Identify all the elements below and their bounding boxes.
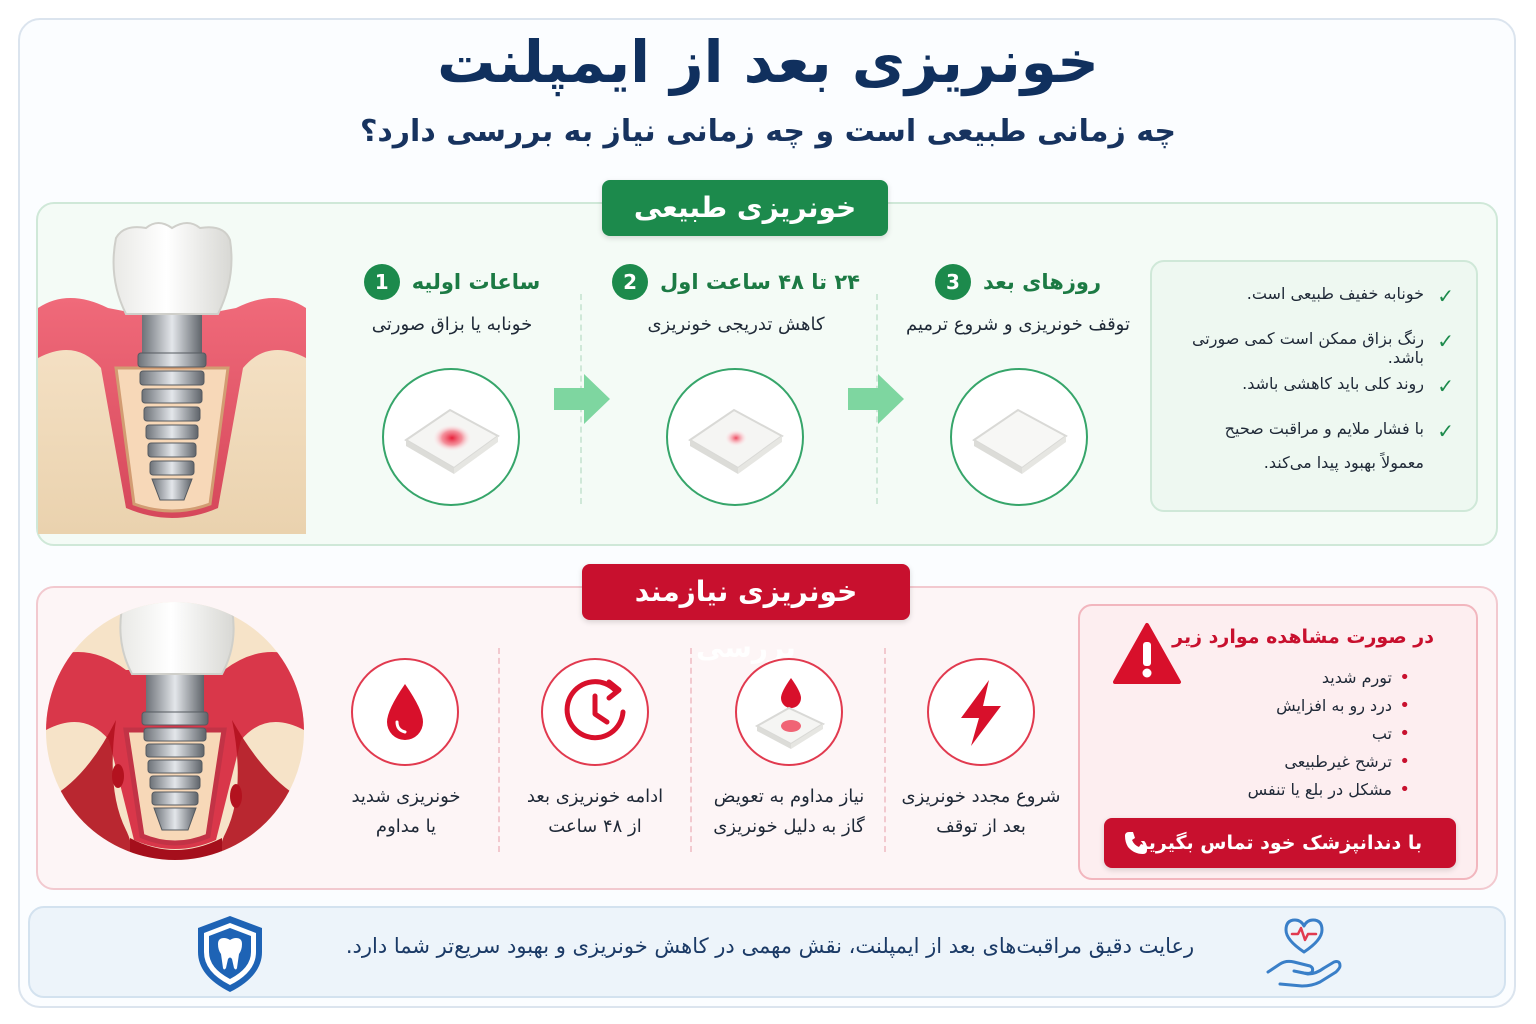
warning-item: • تورم شدید [1248, 664, 1392, 692]
step-1 [312, 262, 592, 335]
call-dentist-label: با دندانپزشک خود تماس بگیرید [1137, 832, 1423, 854]
step-1-title: ساعات اولیه [411, 270, 541, 294]
gauze-light-stain [666, 368, 804, 506]
shield-tooth-icon [194, 914, 266, 994]
blood-drop-icon [353, 660, 457, 764]
normal-bleeding-heading: خونریزی طبیعی [602, 180, 888, 236]
symptom-after-48h: ادامه خونریزی بعد از ۴۸ ساعت [526, 786, 664, 837]
warning-box [1078, 604, 1478, 880]
lightning-icon [929, 660, 1033, 764]
arrow-right-icon [554, 374, 610, 424]
symptom-divider [884, 648, 886, 852]
check-icon: ✓ [1437, 419, 1454, 443]
step-2-description: کاهش تدریجی خونریزی [647, 314, 825, 335]
symptom-icon-circle [927, 658, 1035, 766]
step-2 [596, 262, 876, 335]
step-3-description: توقف خونریزی و شروع ترمیم [906, 314, 1130, 335]
symptom-gauze-change: نیاز مداوم به تعویض گاز به دلیل خونریزی [713, 786, 865, 837]
step-3-number: 3 [935, 264, 971, 300]
check-icon: ✓ [1437, 374, 1454, 398]
gauze-icon [384, 370, 518, 504]
step-1-description: خونابه یا بزاق صورتی [371, 314, 533, 335]
warning-item: • درد رو به افزایش [1248, 692, 1392, 720]
checklist-item: ✓ رنگ بزاق ممکن است کمی صورتی باشد. [1191, 329, 1454, 367]
symptom-divider [690, 648, 692, 852]
implant-illustration [38, 218, 306, 534]
footer-text: رعایت دقیق مراقبت‌های بعد از ایمپلنت، نقش مهمی در کاهش خونریزی و بهبود سریع‌تر شما دارد. [345, 934, 1195, 958]
clock-icon [543, 660, 647, 764]
warning-list [1248, 664, 1392, 804]
page-subtitle: چه زمانی طبیعی است و چه زمانی نیاز به بررسی دارد؟ [359, 114, 1177, 149]
symptom-icon-circle [351, 658, 459, 766]
normal-checklist [1150, 260, 1478, 512]
check-icon: ✓ [1437, 284, 1454, 308]
arrow-right-icon [848, 374, 904, 424]
step-2-number: 2 [612, 264, 648, 300]
symptom-heavy-bleeding: خونریزی شدید یا مداوم [351, 786, 461, 837]
warning-triangle-icon [1112, 622, 1182, 686]
gauze-drop-icon [737, 660, 841, 764]
symptom-divider [498, 648, 500, 852]
step-1-number: 1 [364, 264, 400, 300]
check-icon: ✓ [1437, 329, 1454, 353]
warning-item: • تب [1248, 720, 1392, 748]
symptom-icon-circle [541, 658, 649, 766]
warning-item: • ترشح غیرطبیعی [1248, 748, 1392, 776]
checklist-item: ✓ خونابه خفیف طبیعی است. [1246, 284, 1454, 308]
phone-icon [1122, 829, 1150, 857]
page-title: خونریزی بعد از ایمپلنت [437, 28, 1099, 96]
step-3-title: روزهای بعد [982, 270, 1102, 294]
step-3 [878, 262, 1158, 335]
symptom-restart-bleeding: شروع مجدد خونریزی بعد از توقف [901, 786, 1061, 837]
checklist-item-continuation: معمولاً بهبود پیدا می‌کند. [1263, 453, 1424, 472]
gauze-heavy-stain [382, 368, 520, 506]
gauze-clean [950, 368, 1088, 506]
checklist-item: ✓ روند کلی باید کاهشی باشد. [1242, 374, 1454, 398]
checklist-item: ✓ با فشار ملایم و مراقبت صحیح [1224, 419, 1454, 443]
bleeding-implant-illustration [46, 600, 304, 862]
warning-title: در صورت مشاهده موارد زیر [1172, 626, 1434, 648]
step-2-title: ۲۴ تا ۴۸ ساعت اول [660, 270, 860, 294]
heart-hand-icon [1264, 916, 1344, 990]
call-dentist-button[interactable] [1104, 818, 1456, 868]
gauze-icon [952, 370, 1086, 504]
danger-bleeding-heading: خونریزی نیازمند بررسی [582, 564, 910, 620]
symptom-icon-circle [735, 658, 843, 766]
warning-item: • مشکل در بلع یا تنفس [1248, 776, 1392, 804]
gauze-icon [668, 370, 802, 504]
